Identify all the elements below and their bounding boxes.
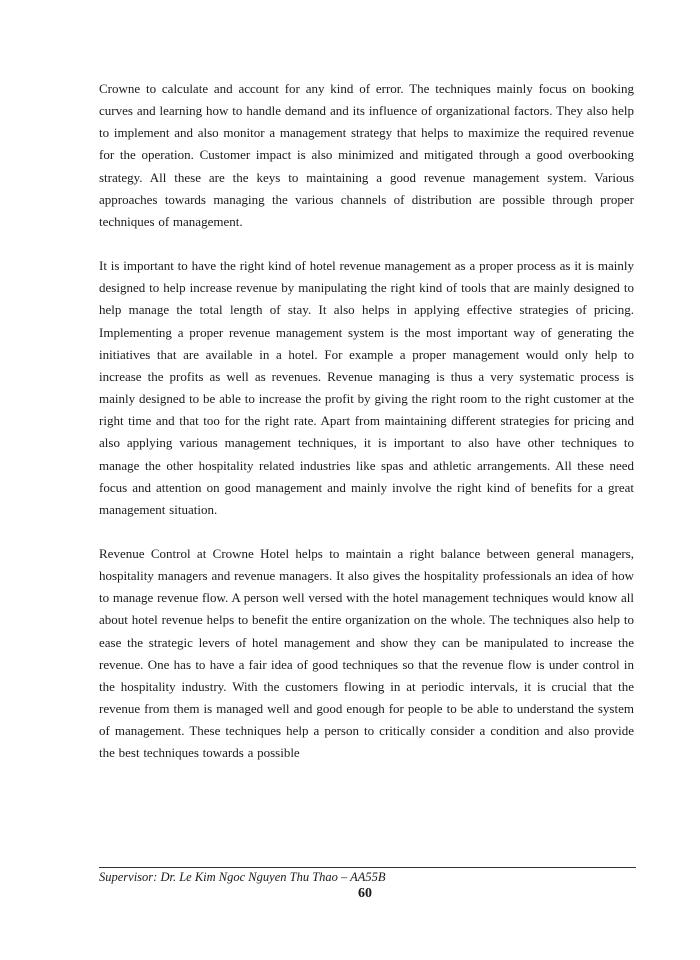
footer-supervisor: Supervisor: Dr. Le Kim Ngoc Nguyen Thu Thao – AA55B <box>99 870 386 884</box>
footer-divider <box>99 867 636 868</box>
paragraph-3: Revenue Control at Crowne Hotel helps to maintain a right balance between general managers, hospitality managers and revenue managers. It also gives the hospitality professionals an idea of how to manage revenue flow. A person well versed with the hotel management techniques would know all about hotel revenue helps to benefit the entire organization on the whole. The techniques also help to ease the strategic levers of hotel management and show they can be manipulated to increase the revenue. One has to have a fair idea of good techniques so that the revenue flow is under control in the hospitality industry. With the customers flowing in at periodic intervals, it is crucial that the revenue from them is managed well and good enough for people to be able to understand the system of management. These techniques help a person to critically consider a condition and also provide the best techniques towards a possible <box>99 545 634 761</box>
paragraph-2: It is important to have the right kind of hotel revenue management as a proper process as it is mainly designed to help increase revenue by manipulating the right kind of tools that are mainly designed to help manage the total length of stay. It also helps in applying effective strategies of pricing. Implementing a proper revenue management system is the most important way of generating the initiatives that are available in a hotel. For example a proper management would only help to increase the profits as well as revenues. Revenue managing is thus a very systematic process is mainly designed to be able to increase the profit by giving the right room to the right customer at the right time and that too for the right rate. Apart from maintaining different strategies for pricing and also applying various management techniques, it is important to also have other techniques to manage the other hospitality related industries like spas and athletic arrangements. All these need focus and attention on good management and mainly involve the right kind of benefits for a great management situation. <box>99 258 634 517</box>
page-number: 60 <box>358 886 372 901</box>
paragraph-1: Crowne to calculate and account for any kind of error. The techniques mainly focus on booking curves and learning how to handle demand and its influence of organizational factors. They also help to implement and also monitor a management strategy that helps to maximize the required revenue for the operation. Customer impact is also minimized and mitigated through a good overbooking strategy. All these are the keys to maintaining a good revenue management system. Various approaches towards managing the various channels of distribution are possible through proper techniques of management. <box>99 81 634 229</box>
page-body <box>99 78 634 765</box>
